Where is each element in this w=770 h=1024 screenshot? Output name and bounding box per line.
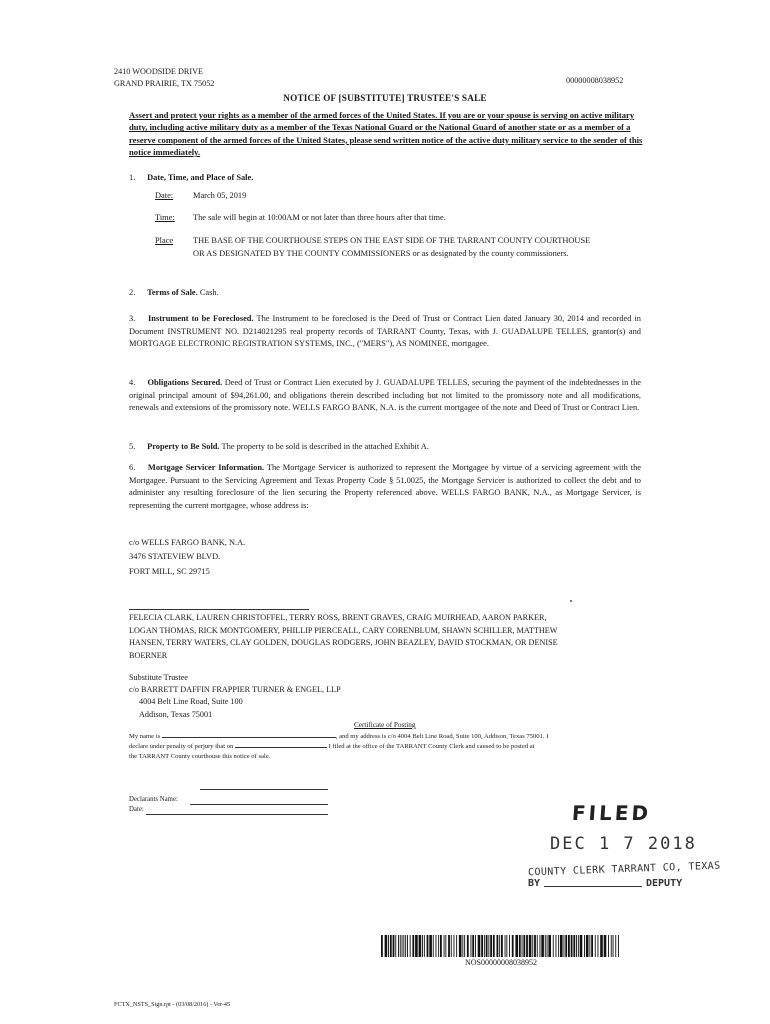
- declarant-name-line[interactable]: [190, 804, 328, 805]
- address-line-1: 2410 WOODSIDE DRIVE: [114, 67, 203, 76]
- barcode-bar: [448, 935, 450, 957]
- filed-stamp: FILED: [571, 801, 652, 825]
- barcode-bar: [490, 935, 492, 957]
- sale-date-value: March 05, 2019: [193, 191, 247, 200]
- barcode-number: NOS00000008038952: [464, 958, 537, 967]
- section-3-title: Instrument to be Foreclosed.: [148, 314, 254, 323]
- servicer-address-line-2: 3476 STATEVIEW BLVD.: [129, 552, 221, 562]
- firm-name: c/o BARRETT DAFFIN FRAPPIER TURNER & ENGEL, LLP: [129, 685, 341, 695]
- barcode-bar: [497, 935, 499, 957]
- certificate-line-2-start: declare under penalty of perjury that on: [129, 743, 234, 751]
- barcode-bar: [464, 935, 465, 957]
- sale-place-row: [155, 235, 595, 275]
- barcode-bar: [540, 935, 541, 957]
- barcode-bar: [472, 935, 474, 957]
- barcode-bar: [571, 935, 573, 957]
- barcode-bar: [613, 935, 614, 957]
- barcode-bar: [381, 935, 383, 957]
- section-3: [129, 313, 641, 351]
- barcode-bar: [427, 935, 429, 957]
- signature-line: [129, 609, 309, 610]
- stamp-by-label: BY: [528, 878, 541, 889]
- barcode-bar: [584, 935, 585, 957]
- sale-place-value: THE BASE OF THE COURTHOUSE STEPS ON THE EAST SIDE OF THE TARRANT COUNTY COURTHOUSE OR AS DESIGNATED BY THE COUNTY COMMISSIONERS or as designated by the county commissioners.: [193, 236, 591, 258]
- barcode-bar: [445, 935, 446, 957]
- barcode-bar: [488, 935, 489, 957]
- certificate-line-1-start: My name is: [129, 733, 161, 740]
- barcode-bar: [407, 935, 408, 957]
- section-6-number: 6.: [129, 463, 136, 472]
- sale-time-value: The sale will begin at 10:00AM or not later than three hours after that time.: [193, 213, 446, 222]
- barcode-bar: [405, 935, 406, 957]
- barcode-bar: [475, 935, 476, 957]
- barcode-bar: [451, 935, 452, 957]
- barcode-bar: [532, 935, 533, 957]
- barcode-bar: [568, 935, 570, 957]
- scan-speck: [570, 600, 572, 602]
- section-1-heading: [129, 172, 641, 185]
- barcode-bar: [598, 935, 599, 957]
- barcode-bar: [565, 935, 567, 957]
- servicer-address-line-1: c/o WELLS FARGO BANK, N.A.: [129, 538, 246, 547]
- section-3-number: 3.: [129, 314, 136, 323]
- barcode-bar: [512, 935, 514, 957]
- barcode-bar: [462, 935, 463, 957]
- barcode-bar: [415, 935, 418, 957]
- certificate-text: [129, 731, 589, 761]
- trustee-role: Substitute Trustee: [129, 673, 188, 682]
- barcode-bar: [558, 935, 559, 957]
- barcode-bar: [589, 935, 590, 957]
- address-line-2: GRAND PRAIRIE, TX 75052: [114, 79, 215, 88]
- barcode-bar: [438, 935, 439, 957]
- property-address: [114, 66, 374, 90]
- barcode-bar: [509, 935, 510, 957]
- barcode-bar: [436, 935, 437, 957]
- servicer-address-line-3: FORT MILL, SC 29715: [129, 566, 210, 576]
- barcode-bar: [541, 935, 544, 957]
- firm-address-line-1: 4004 Belt Line Road, Suite 100: [139, 697, 243, 707]
- name-blank[interactable]: [162, 731, 336, 738]
- barcode-bar: [608, 935, 609, 957]
- barcode-bar: [548, 935, 551, 957]
- date-blank[interactable]: [235, 741, 327, 748]
- barcode-bar: [403, 935, 404, 957]
- section-5-number: 5.: [129, 442, 136, 451]
- barcode-bar: [547, 935, 548, 957]
- barcode-bar: [522, 935, 523, 957]
- section-1-title: Date, Time, and Place of Sale.: [147, 173, 254, 182]
- sale-time-label: Time:: [155, 213, 175, 222]
- notice-title: NOTICE OF [SUBSTITUTE] TRUSTEE'S SALE: [283, 93, 487, 103]
- stamp-by-line: [528, 876, 683, 891]
- barcode-bar: [618, 935, 619, 957]
- barcode-bar: [505, 935, 506, 957]
- barcode-bar: [501, 935, 503, 957]
- section-2: [129, 287, 641, 300]
- section-3-text: The Instrument to be foreclosed is the Deed of Trust or Contract Lien dated January 30, 2014 and recorded in Document INSTRUMENT NO. D214021295 real property records of TARRANT County, Texas, with J. GUADALUPE TELLES, grantor(s) and MORTGAGE ELECTRONIC REGISTRATION SYSTEMS, INC., ("MERS"), AS NOMINEE, mortgagee.: [129, 314, 641, 349]
- barcode-bar: [515, 935, 518, 957]
- barcode-bar: [537, 935, 538, 957]
- barcode-bar: [564, 935, 565, 957]
- barcode-bar: [560, 935, 563, 957]
- barcode-bar: [573, 935, 575, 957]
- barcode-bar: [595, 935, 596, 957]
- section-2-text: Cash.: [199, 288, 219, 297]
- barcode-bar: [486, 935, 488, 957]
- military-warning: Assert and protect your rights as a member of the armed forces of the United States. If you are or your spouse is serving on active military duty, including active military duty as a member of the Texas National Guard or the National Guard of another state or as a member of a reserve component of the armed forces of the United States, please send written notice of the active duty military service to the sender of this notice immediately.: [129, 110, 643, 158]
- section-4-title: Obligations Secured.: [147, 378, 223, 387]
- filed-stamp-date: DEC 1 7 2018: [550, 834, 697, 854]
- barcode-bar: [586, 935, 589, 957]
- barcode-bar: [433, 935, 434, 957]
- county-clerk-stamp: COUNTY CLERK TARRANT CO, TEXAS: [527, 860, 721, 879]
- firm-address-line-2: Addison, Texas 75001: [139, 709, 213, 719]
- section-5: [129, 441, 641, 454]
- barcode-bar: [499, 935, 500, 957]
- report-footer: FCTX_NSTS_Sign.rpt - (03/08/2016) - Ver-45: [114, 1001, 231, 1008]
- barcode-bar: [526, 935, 528, 957]
- servicer-address: [129, 536, 245, 579]
- barcode-bar: [611, 935, 612, 957]
- barcode-bar: [580, 935, 583, 957]
- certificate-line-1-end: , and my address is c/o 4004 Belt Line Road, Suite 100, Addison, Texas 75001. I: [335, 733, 549, 740]
- barcode-bar: [553, 935, 554, 957]
- certificate-line-2: [129, 741, 589, 751]
- barcode-bar: [456, 935, 457, 957]
- document-number: 00000008038952: [566, 76, 624, 85]
- barcode-bar: [578, 935, 579, 957]
- barcode-bar: [506, 935, 507, 957]
- barcode-bar: [591, 935, 593, 957]
- barcode-bar: [393, 935, 395, 957]
- stamp-by-underline: [544, 886, 642, 887]
- barcode-bar: [600, 935, 603, 957]
- barcode-bar: [519, 935, 521, 957]
- barcode-bar: [523, 935, 525, 957]
- stamp-deputy-label: DEPUTY: [646, 878, 683, 889]
- barcode-bar: [385, 935, 388, 957]
- declarant-date-line[interactable]: [146, 814, 328, 815]
- trustee-names: FELECIA CLARK, LAUREN CHRISTOFFEL, TERRY ROSS, BRENT GRAVES, CRAIG MUIRHEAD, AARON PARKER, LOGAN THOMAS, RICK MONTGOMERY, PHILLIP PIERCEALL, CARY CORENBLUM, SHAWN SCHILLER, MATTHEW HANSEN, TERRY WATERS, CLAY GOLDEN, DOUGLAS RODGERS, JOHN BEAZLEY, DAVID STOCKMAN, OR DENISE BOERNER: [129, 613, 558, 660]
- section-6-title: Mortgage Servicer Information.: [147, 463, 265, 472]
- barcode-bar: [471, 935, 472, 957]
- barcode-bar: [422, 935, 423, 957]
- section-5-title: Property to Be Sold.: [147, 442, 220, 451]
- barcode: [381, 935, 621, 957]
- section-4-number: 4.: [129, 378, 136, 387]
- barcode-bar: [484, 935, 485, 957]
- barcode-bar: [388, 935, 389, 957]
- declarant-name-label: Declarants Name:: [129, 796, 178, 803]
- barcode-bar: [402, 935, 403, 957]
- section-4: [129, 377, 641, 415]
- certificate-line-3: the TARRANT County courthouse this notice of sale.: [129, 752, 271, 760]
- trustee-firm-block: [129, 672, 341, 721]
- barcode-bar: [440, 935, 442, 957]
- barcode-bar: [478, 935, 481, 957]
- section-6: [129, 462, 641, 512]
- barcode-bar: [444, 935, 445, 957]
- certificate-title: Certificate of Posting: [354, 721, 416, 729]
- declarant-block: [129, 795, 178, 814]
- declarant-signature-line: [200, 789, 328, 790]
- barcode-bar: [576, 935, 577, 957]
- barcode-bar: [493, 935, 495, 957]
- barcode-bar: [429, 935, 432, 957]
- barcode-bar: [454, 935, 455, 957]
- barcode-bar: [545, 935, 546, 957]
- section-2-title: Terms of Sale.: [147, 288, 198, 297]
- certificate-line-2-end: I filed at the office of the TARRANT County Clerk and caused to be posted at: [328, 743, 535, 751]
- barcode-bar: [604, 935, 607, 957]
- declarant-date-label: Date:: [129, 805, 144, 813]
- section-4-text: Deed of Trust or Contract Lien executed by J. GUADALUPE TELLES, securing the payment of the indebtednesses in the original principal amount of $94,261.00, and obligations therein described including but not limited to the promissory note and all modifications, renewals and extensions of the promissory note. WELLS FARGO BANK, N.A. is the current mortgagee of the note and Deed of Trust or Contract Lien.: [129, 378, 642, 413]
- barcode-bar: [398, 935, 399, 957]
- barcode-bar: [412, 935, 414, 957]
- section-1-number: 1.: [129, 173, 136, 182]
- barcode-bar: [615, 935, 616, 957]
- barcode-bar: [534, 935, 536, 957]
- sale-place-label: Place: [155, 236, 174, 245]
- barcode-bar: [390, 935, 392, 957]
- barcode-bar: [419, 935, 422, 957]
- section-5-text: The property to be sold is described in the attached Exhibit A.: [221, 442, 429, 451]
- barcode-bar: [395, 935, 396, 957]
- barcode-bar: [424, 935, 425, 957]
- barcode-bar: [556, 935, 557, 957]
- barcode-bar: [459, 935, 462, 957]
- section-6-text: The Mortgage Servicer is authorized to represent the Mortgagee by virtue of a servicing agreement with the Mortgagee. Pursuant to the Servicing Agreement and Texas Property Code § 51.0025, the Mortgage Servicer is authorized to collect the debt and to administer any resulting foreclosure of the lien securing the Property referenced above. WELLS FARGO BANK, N.A., as Mortgage Servicer, is representing the current mortgagee, whose address is:: [129, 463, 641, 510]
- barcode-bar: [410, 935, 411, 957]
- barcode-bar: [481, 935, 483, 957]
- certificate-line-1: [129, 731, 589, 741]
- barcode-bar: [400, 935, 401, 957]
- section-2-number: 2.: [129, 288, 136, 297]
- barcode-bar: [467, 935, 469, 957]
- barcode-bar: [529, 935, 532, 957]
- sale-date-label: Date:: [155, 191, 174, 200]
